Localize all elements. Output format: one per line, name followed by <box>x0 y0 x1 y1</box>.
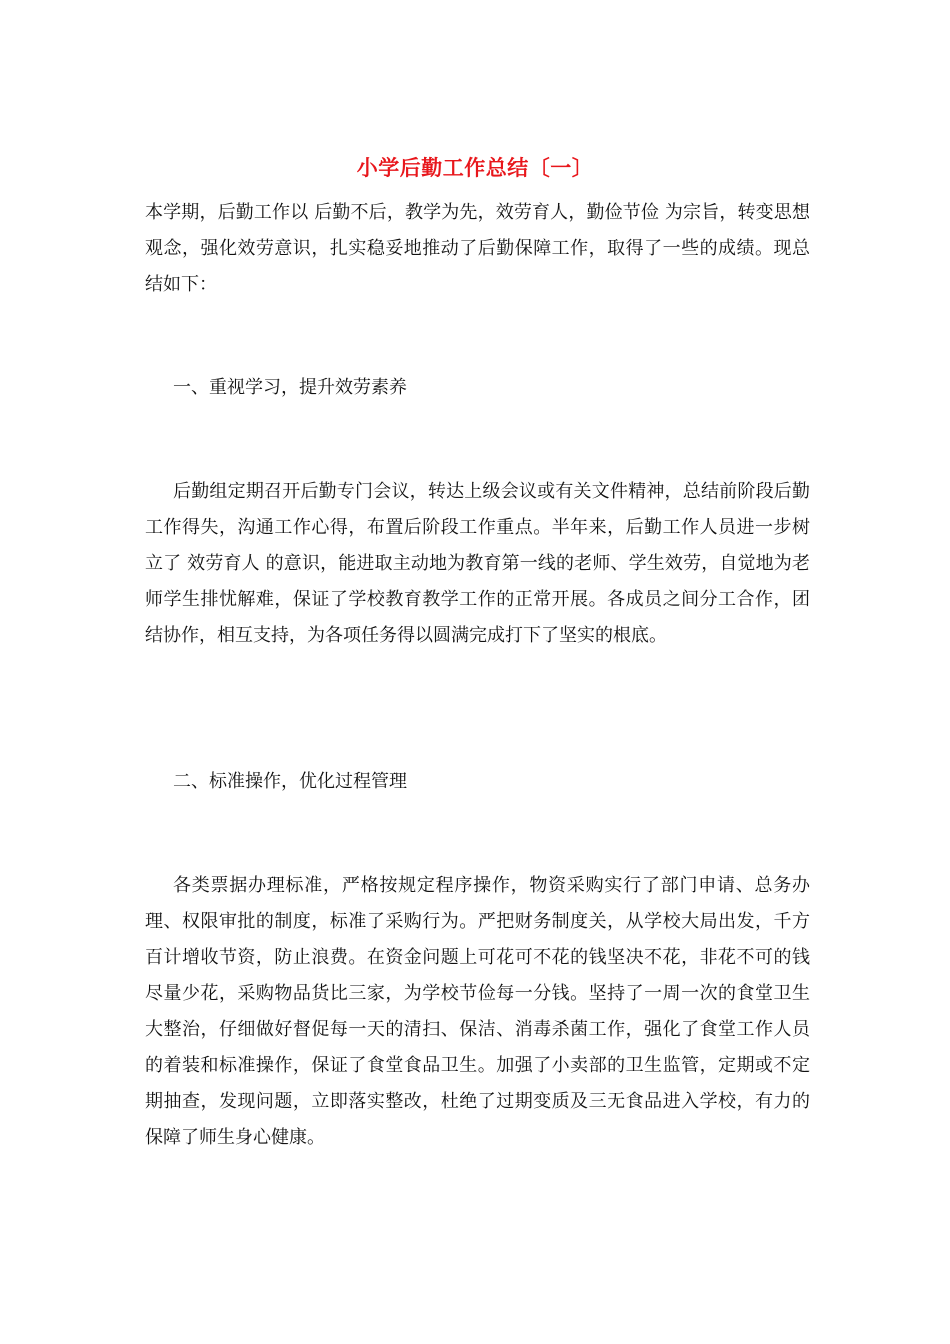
section-2-paragraph: 各类票据办理标准，严格按规定程序操作，物资采购实行了部门申请、总务办理、权限审批的制度，标准了采购行为。严把财务制度关，从学校大局出发，千方百计增收节资，防止浪费。在资金问题上可花可不花的钱坚决不花，非花不可的钱尽量少花，采购物品货比三家，为学校节俭每一分钱。坚持了一周一次的食堂卫生大整治，仔细做好督促每一天的清扫、保洁、消毒杀菌工作，强化了食堂工作人员的着装和标准操作，保证了食堂食品卫生。加强了小卖部的卫生监管，定期或不定期抽查，发现问题，立即落实整改，杜绝了过期变质及三无食品进入学校，有力的保障了师生身心健康。 <box>145 875 810 1148</box>
section-1-heading: 一、重视学习，提升效劳素养 <box>173 377 407 398</box>
intro-paragraph: 本学期，后勤工作以 后勤不后，教学为先，效劳育人，勤俭节俭 为宗旨，转变思想观念，强化效劳意识，扎实稳妥地推动了后勤保障工作，取得了一些的成绩。现总结如下： <box>145 202 810 295</box>
section-2-heading: 二、标准操作，优化过程管理 <box>173 771 407 792</box>
section-1-paragraph: 后勤组定期召开后勤专门会议，转达上级会议或有关文件精神，总结前阶段后勤工作得失，沟通工作心得，布置后阶段工作重点。半年来，后勤工作人员进一步树立了 效劳育人 的意识，能进取主动地为教育第一线的老师、学生效劳，自觉地为老师学生排忧解难，保证了学校教育教学工作的正常开展。各成员之间分工合作，团结协作，相互支持，为各项任务得以圆满完成打下了坚实的根底。 <box>145 481 810 646</box>
document-title: 小学后勤工作总结〔一〕 <box>356 155 594 180</box>
